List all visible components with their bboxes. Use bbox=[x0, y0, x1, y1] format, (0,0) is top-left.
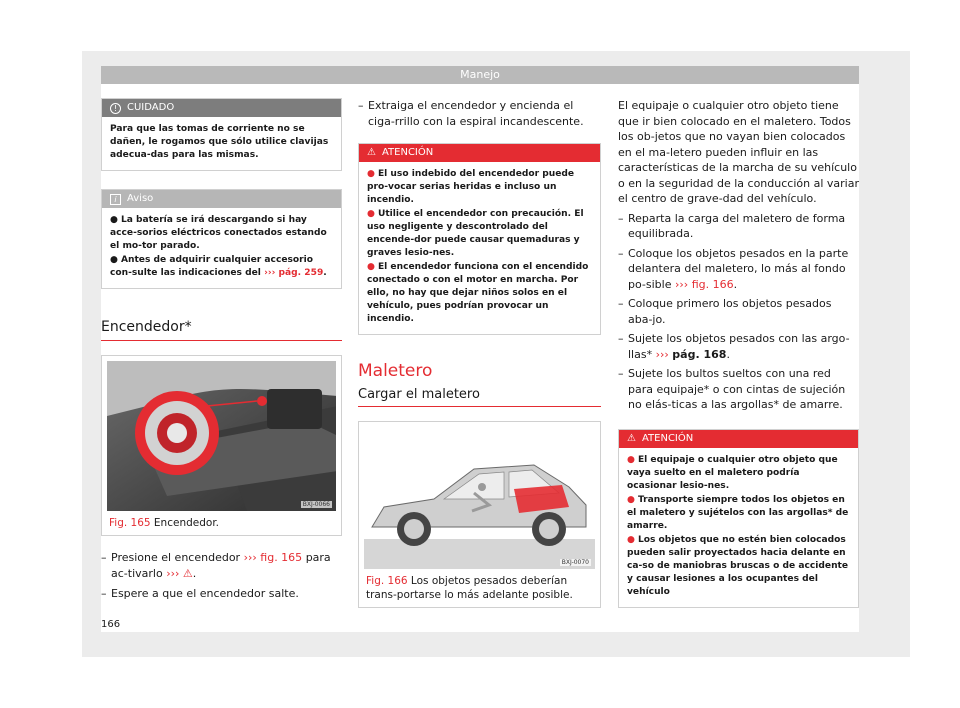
cuidado-header bbox=[102, 99, 341, 117]
encendedor-steps bbox=[101, 550, 342, 602]
lighter-illustration bbox=[107, 361, 336, 511]
atencion-item: ● Los objetos que no estén bien colocados pueden salir proyectados hacia delante en ca-so de maniobras bruscas o de accidente y causar lesiones a los ocupantes del vehículo bbox=[627, 534, 849, 597]
bullet-icon: ● bbox=[110, 215, 118, 225]
cuidado-body bbox=[102, 117, 341, 170]
bullet-icon: ● bbox=[627, 494, 635, 505]
bullet-icon: ● bbox=[627, 454, 635, 465]
figure-label: Fig. 165 bbox=[109, 517, 151, 529]
figure-165 bbox=[101, 355, 342, 536]
car-illustration bbox=[364, 427, 595, 569]
atencion-box-1 bbox=[358, 143, 601, 335]
atencion-item: ● Utilice el encendedor con precaución. El uso negligente y descontrolado del encende-dor puede causar quemaduras y graves lesio-nes. bbox=[367, 209, 584, 258]
aviso-body bbox=[102, 208, 341, 288]
figure-166 bbox=[358, 421, 601, 608]
figure-caption bbox=[364, 574, 595, 602]
page-header: Manejo bbox=[101, 66, 859, 84]
atencion-header bbox=[619, 430, 858, 448]
bullet-icon: ● bbox=[367, 262, 375, 272]
cuidado-box bbox=[101, 98, 342, 171]
bullet-icon: ● bbox=[110, 255, 118, 265]
atencion-title: ATENCIÓN bbox=[641, 432, 694, 444]
bullet-icon: ● bbox=[367, 209, 375, 219]
figure-code: BXJ-0070 bbox=[561, 559, 589, 566]
bullet-icon: ● bbox=[627, 534, 635, 545]
maletero-intro: El equipaje o cualquier otro objeto tiene que ir bien colocado en el maletero. Todos los ob-jetos que no vayan bien colocados en el ma-letero pueden influir en las características de la marcha de su vehículo o en la seguridad de la conducción al variar el centro de grave-dad del vehículo. bbox=[618, 99, 859, 205]
page-link[interactable]: pág. 259 bbox=[278, 268, 324, 278]
aviso-header bbox=[102, 190, 341, 208]
atencion-item: ● El uso indebido del encendedor puede pro-vocar serias heridas e incluso un incendio. bbox=[367, 169, 575, 205]
atencion-title: ATENCIÓN bbox=[381, 147, 434, 158]
lighter-image bbox=[107, 361, 336, 511]
warning-triangle-icon: ⚠ bbox=[367, 147, 376, 158]
warning-triangle-icon: ⚠ bbox=[182, 566, 193, 580]
aviso-item: ● Antes de adquirir cualquier accesorio con-sulte las indicaciones del ››› pág. 259. bbox=[110, 255, 327, 278]
figure-caption bbox=[107, 516, 336, 530]
atencion-item: ● El encendedor funciona con el encendido conectado o con el motor en marcha. Por ello, no hay que dejar niños solos en el vehículo, pues podrían provocar un incendio. bbox=[367, 262, 589, 324]
atencion-body bbox=[619, 448, 858, 607]
step-item: – Sujete los bultos sueltos con una red para equipaje* o con cintas de sujeción no elás-ticas a las argollas* de amarre. bbox=[618, 367, 846, 411]
step-item: – Reparta la carga del maletero de forma equilibrada. bbox=[618, 211, 846, 240]
step-item: – Espere a que el encendedor salte. bbox=[101, 587, 299, 600]
atencion-box-2 bbox=[618, 429, 859, 608]
figure-caption-text: Los objetos pesados deberían trans-portarse lo más adelante posible. bbox=[366, 575, 573, 601]
column-left bbox=[101, 98, 342, 602]
maletero-steps bbox=[618, 211, 859, 413]
info-circle-icon: ! bbox=[110, 103, 121, 114]
ref-arrow: ››› bbox=[264, 268, 276, 278]
figure-caption-text: Encendedor. bbox=[153, 517, 220, 529]
step-item: – Sujete los objetos pesados con las argo-llas* ››› pág. 168. bbox=[618, 332, 850, 361]
maletero-subtitle: Cargar el maletero bbox=[358, 387, 601, 407]
atencion-item: ● El equipaje o cualquier otro objeto que vaya suelto en el maletero podría ocasionar lesio-nes. bbox=[627, 454, 838, 491]
step-item: – Coloque los objetos pesados en la parte delantera del maletero, lo más al fondo po-sible ››› fig. 166. bbox=[618, 246, 849, 291]
cuidado-title: CUIDADO bbox=[127, 102, 175, 113]
warning-triangle-icon: ⚠ bbox=[627, 432, 636, 444]
column-right bbox=[618, 98, 859, 608]
info-note-icon: i bbox=[110, 194, 121, 205]
atencion-item: ● Transporte siempre todos los objetos en el maletero y sujételos con las argollas* de amarre. bbox=[627, 494, 849, 531]
figure-label: Fig. 166 bbox=[366, 575, 408, 587]
atencion-body bbox=[359, 162, 600, 334]
car-image bbox=[364, 427, 595, 569]
maletero-title: Maletero bbox=[358, 361, 433, 381]
aviso-box bbox=[101, 189, 342, 289]
column-middle bbox=[358, 98, 601, 608]
figure-code: BXJ-0066 bbox=[302, 501, 330, 508]
atencion-header bbox=[359, 144, 600, 162]
page-link[interactable]: pág. 168 bbox=[672, 347, 727, 361]
step-item: – Extraiga el encendedor y encienda el ciga-rrillo con la espiral incandescente. bbox=[358, 99, 584, 128]
page-number: 166 bbox=[101, 619, 121, 630]
step-item: – Presione el encendedor ››› fig. 165 para ac-tivarlo ››› ⚠. bbox=[101, 551, 331, 580]
bullet-icon: ● bbox=[367, 169, 375, 179]
figure-link[interactable]: fig. 166 bbox=[691, 277, 734, 291]
figure-link[interactable]: fig. 165 bbox=[260, 551, 303, 564]
step-item: – Coloque primero los objetos pesados aba-jo. bbox=[618, 297, 832, 326]
aviso-item: ● La batería se irá descargando si hay acce-sorios eléctricos conectados estando el mo-tor parado. bbox=[110, 215, 327, 251]
cuidado-text: Para que las tomas de corriente no se dañen, le rogamos que sólo utilice clavijas adecua-das para las mismas. bbox=[110, 124, 329, 160]
encendedor-title: Encendedor* bbox=[101, 319, 342, 341]
aviso-title: Aviso bbox=[127, 193, 154, 204]
